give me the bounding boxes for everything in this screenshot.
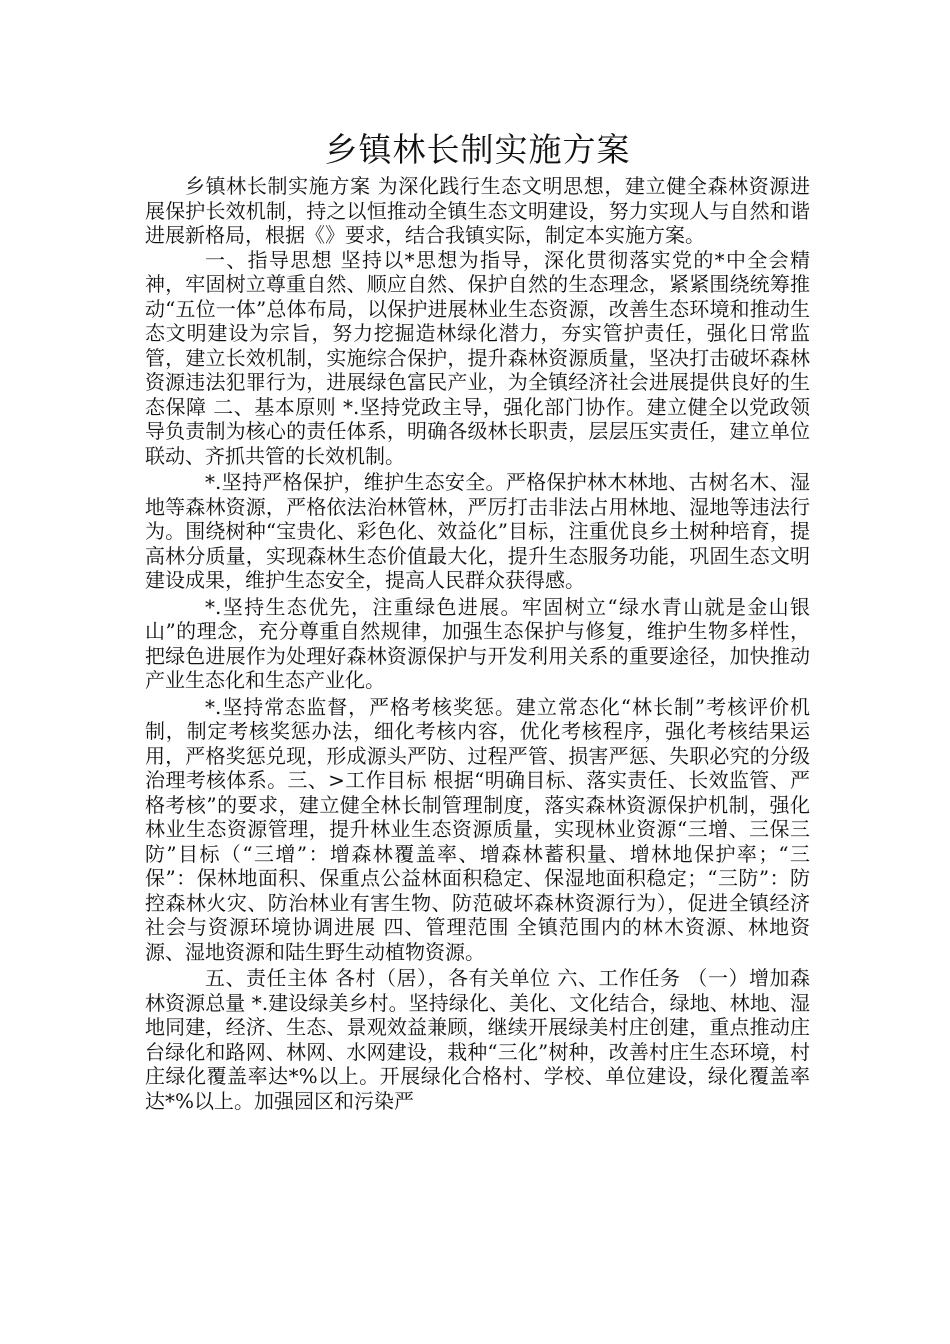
- document-page: [145, 128, 810, 1113]
- principle-ecology-first-paragraph: *.坚持生态优先，注重绿色进展。牢固树立“绿水青山就是金山银山”的理念，充分尊重自然规律，加强生态保护与修复，维护生物多样性，把绿色进展作为处理好森林资源保护与开发利用关系的重要途径，加快推动产业生态化和生态产业化。: [145, 594, 810, 692]
- document-title: 乡镇林长制实施方案: [324, 130, 631, 169]
- intro-paragraph: 乡镇林长制实施方案 为深化践行生态文明思想，建立健全森林资源进展保护长效机制，持之以恒推动全镇生态文明建设，努力实现人与自然和谐进展新格局，根据《》要求，结合我镇实际，制定本实施方案。: [145, 174, 810, 247]
- responsibility-and-tasks-paragraph: 五、责任主体 各村（居），各有关单位 六、工作任务 （一）增加森林资源总量 *.建设绿美乡村。坚持绿化、美化、文化结合，绿地、林地、湿地同建，经济、生态、景观效益兼顾，继续开展绿美村庄创建，重点推动庄台绿化和路网、林网、水网建设，栽种“三化”树种，改善村庄生态环境，村庄绿化覆盖率达*%以上。开展绿化合格村、学校、单位建设，绿化覆盖率达*%以上。加强园区和污染严: [145, 966, 810, 1113]
- guiding-ideology-paragraph: 一、指导思想 坚持以*思想为指导，深化贯彻落实党的*中全会精神，牢固树立尊重自然、顺应自然、保护自然的生态理念，紧紧围绕统筹推动“五位一体”总体布局，以保护进展林业生态资源，改善生态环境和推动生态文明建设为宗旨，努力挖掘造林绿化潜力，夯实管护责任，强化日常监管，建立长效机制，实施综合保护，提升森林资源质量，坚决打击破坏森林资源违法犯罪行为，进展绿色富民产业，为全镇经济社会进展提供良好的生态保障 二、基本原则 *.坚持党政主导，强化部门协作。建立健全以党政领导负责制为核心的责任体系，明确各级林长职责，层层压实责任，建立单位联动、齐抓共管的长效机制。: [145, 247, 810, 468]
- principle-supervision-paragraph: *.坚持常态监督，严格考核奖惩。建立常态化“林长制”考核评价机制，制定考核奖惩办法，细化考核内容，优化考核程序，强化考核结果运用，严格奖惩兑现，形成源头严防、过程严管、损害严惩、失职必究的分级治理考核体系。三、>工作目标 根据“明确目标、落实责任、长效监管、严格考核”的要求，建立健全林长制管理制度，落实森林资源保护机制，强化林业生态资源管理，提升林业生态资源质量，实现林业资源“三增、三保三防”目标（“三增”：增森林覆盖率、增森林蓄积量、增林地保护率；“三保”：保林地面积、保重点公益林面积稳定、保湿地面积稳定；“三防”：防控森林火灾、防治林业有害生物、防范破坏森林资源行为），促进全镇经济社会与资源环境协调进展 四、管理范围 全镇范围内的林木资源、林地资源、湿地资源和陆生野生动植物资源。: [145, 694, 810, 964]
- principle-strict-protection-paragraph: *.坚持严格保护，维护生态安全。严格保护林木林地、古树名木、湿地等森林资源，严格依法治林管林，严厉打击非法占用林地、湿地等违法行为。围绕树种“宝贵化、彩色化、效益化”目标，注重优良乡土树种培育，提高林分质量，实现森林生态价值最大化，提升生态服务功能，巩固生态文明建设成果，维护生态安全，提高人民群众获得感。: [145, 470, 810, 592]
